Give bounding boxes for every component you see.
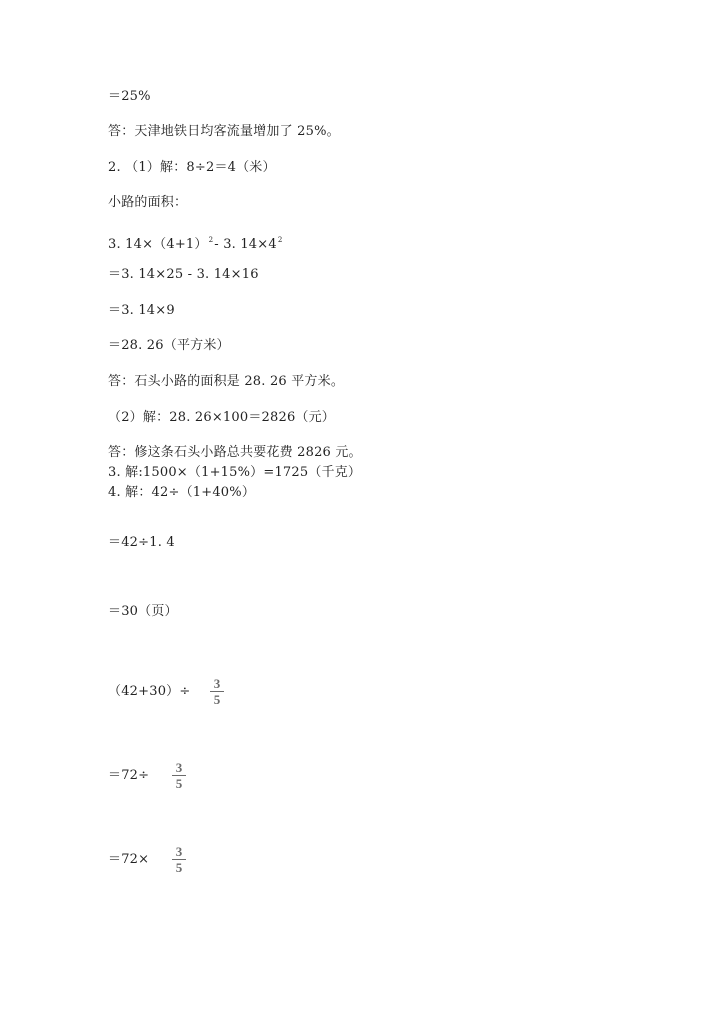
fraction-denominator: 5 [175,776,183,791]
result-25-percent: ＝25% [108,89,151,104]
division-step-1: （42+30）÷ [108,684,191,699]
area-formula-part-a: 3. 14×（4+1） [108,237,208,252]
fraction-three-fifths [172,761,186,790]
fraction-numerator: 3 [213,676,221,691]
problem-4-solution: 4. 解：42÷（1+40%） [108,485,256,500]
fraction-denominator: 5 [175,860,183,875]
problem-4-step-1: ＝42÷1. 4 [108,535,175,550]
area-formula-part-b: - 3. 14×4 [214,237,277,252]
area-formula-line [108,232,284,253]
exponent-2: 2 [277,236,283,244]
area-step-2: ＝3. 14×9 [108,303,175,318]
fraction-three-fifths [210,677,224,706]
fraction-denominator: 5 [213,692,221,707]
area-result: ＝28. 26（平方米） [108,338,230,353]
area-step-1: ＝3. 14×25 - 3. 14×16 [108,267,259,282]
problem-4-result: ＝30（页） [108,604,178,619]
problem-3-solution: 3. 解:1500×（1+15%）=1725（千克） [108,465,362,480]
answer-metro-increase: 答：天津地铁日均客流量增加了 25%。 [108,124,340,139]
division-step-2: ＝72÷ [108,768,150,783]
exponent-1: 2 [208,236,214,244]
answer-total-cost: 答：修这条石头小路总共要花费 2826 元。 [108,445,362,460]
fraction-three-fifths [172,845,186,874]
fraction-numerator: 3 [175,760,183,775]
multiplication-step: ＝72× [108,852,150,867]
problem-2-part-1-radius: 2. （1）解：8÷2＝4（米） [108,160,276,175]
path-area-heading: 小路的面积： [108,195,188,210]
problem-2-part-2-cost: （2）解：28. 26×100＝2826（元） [108,410,336,425]
answer-path-area: 答：石头小路的面积是 28. 26 平方米。 [108,374,345,389]
fraction-numerator: 3 [175,844,183,859]
